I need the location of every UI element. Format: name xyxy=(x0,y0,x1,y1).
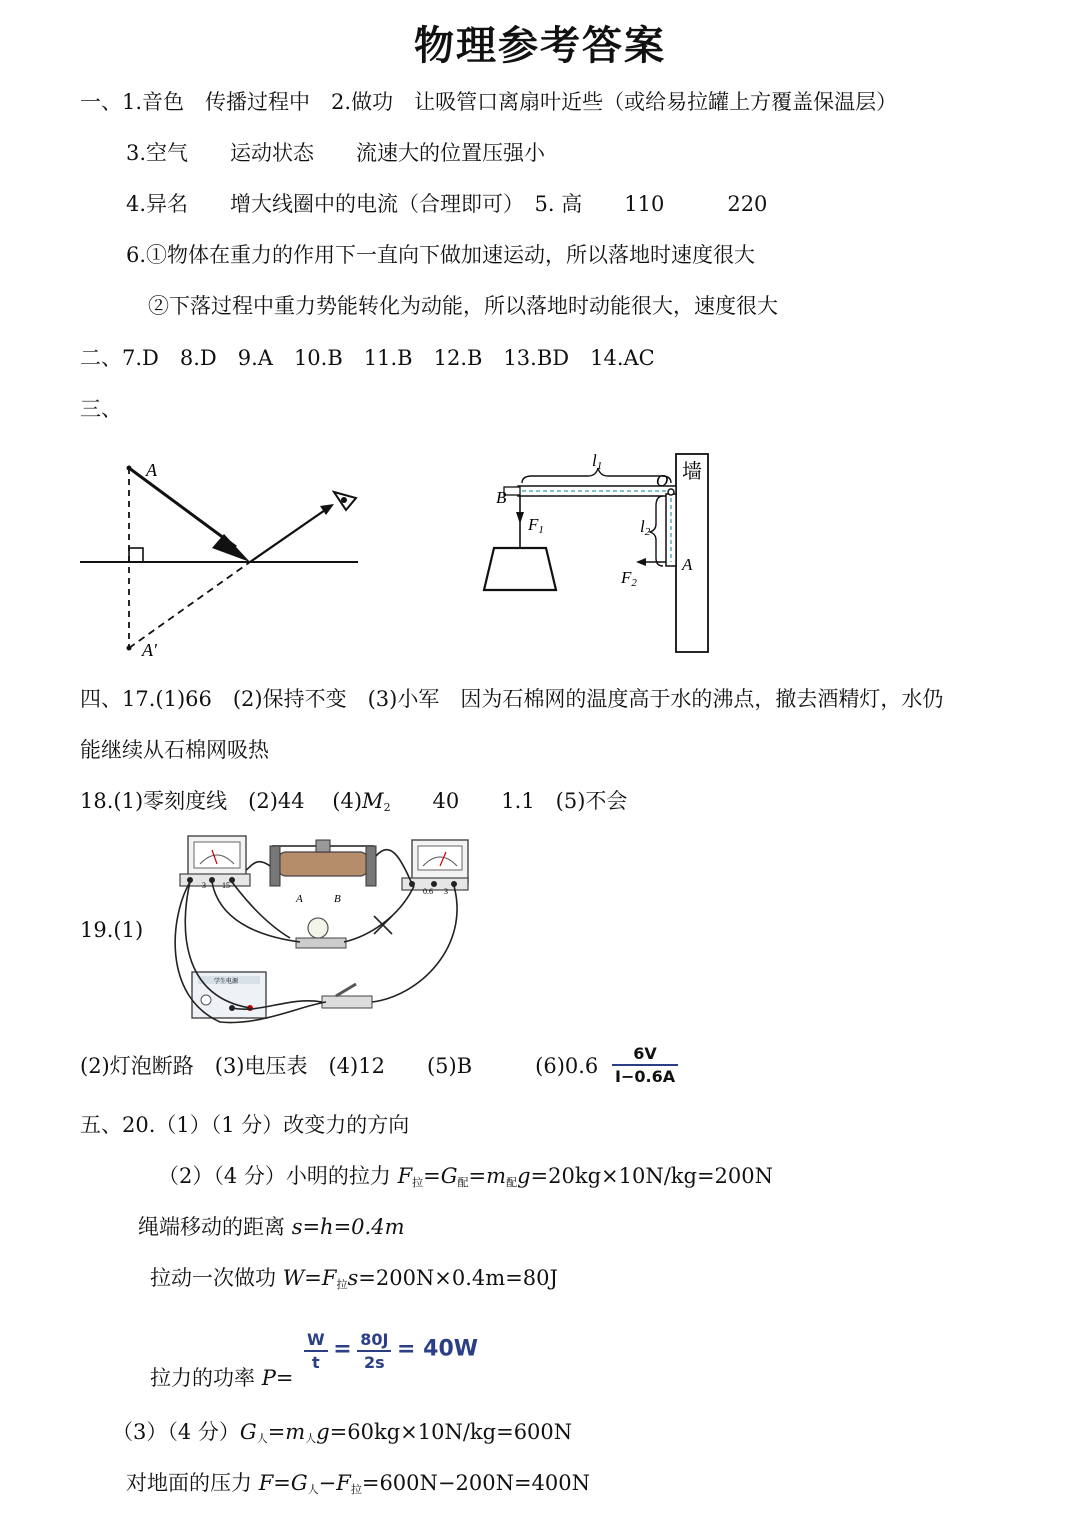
q20-6: （3）（4 分）$G_人=m_人g=60kg\times 10N/kg=600N$ xyxy=(112,1420,573,1445)
eye-icon xyxy=(334,492,356,510)
svg-text:学生电源: 学生电源 xyxy=(214,979,239,985)
reflection-diagram xyxy=(76,452,366,662)
rheostat xyxy=(270,840,376,905)
l2-brace xyxy=(650,496,663,566)
section4-line1: 四、17.(1)66 (2)保持不变 (3)小军 因为石棉网的温度高于水的沸点，撤去酒精灯，水仍 xyxy=(80,687,944,711)
power-fraction: $\frac{W}{t}$ = $\frac{80J}{2s}$ = 40W xyxy=(304,1330,478,1372)
reflected-ray xyxy=(250,508,328,562)
section1-line5: ②下落过程中重力势能转化为动能，所以落地时动能很大，速度很大 xyxy=(148,294,778,318)
q20-2: （2）（4 分）小明的拉力 $F_拉=G_配=m_配g=20kg\times 10N/kg=200N$ xyxy=(158,1164,774,1189)
label-o: O xyxy=(656,471,669,490)
label-b: B xyxy=(496,488,507,507)
f1-arrowhead xyxy=(516,512,524,524)
label-a: A xyxy=(682,555,693,574)
q19-label: 19.(1) xyxy=(80,918,144,942)
incident-arrowhead xyxy=(212,534,250,562)
q19-answers: (2)灯泡断路 (3)电压表 (4)12 (5)B (6)0.6 xyxy=(80,1054,599,1078)
circuit-diagram xyxy=(160,826,480,1026)
label-a: A xyxy=(146,460,157,480)
ammeter xyxy=(402,840,468,896)
virtual-ray xyxy=(129,562,250,648)
q20-7: 对地面的压力 $F=G_人-F_拉=600N-200N=400N$ xyxy=(126,1471,591,1496)
f2-arrowhead xyxy=(636,558,646,566)
svg-text:3: 3 xyxy=(202,881,206,890)
label-l2: l2 xyxy=(640,517,651,538)
page-title: 物理参考答案 xyxy=(414,22,666,69)
section3-label: 三、 xyxy=(80,397,122,421)
lever-horizontal-bar xyxy=(518,486,676,496)
section1-line4: 6.①物体在重力的作用下一直向下做加速运动，所以落地时速度很大 xyxy=(126,243,756,267)
section1-line1: 一、1.音色 传播过程中 2.做功 让吸管口离扇叶近些（或给易拉罐上方覆盖保温层） xyxy=(80,90,898,114)
lever-end-b xyxy=(504,487,520,495)
label-a-prime: A′ xyxy=(142,640,157,660)
voltmeter xyxy=(180,836,250,890)
section1-line2: 3.空气 运动状态 流速大的位置压强小 xyxy=(126,141,546,165)
section4-line2: 能继续从石棉网吸热 xyxy=(80,738,269,762)
svg-text:A: A xyxy=(296,893,303,905)
svg-text:15: 15 xyxy=(222,881,230,890)
lever-diagram xyxy=(476,450,716,656)
cross-mark xyxy=(374,916,392,934)
q20-1: 五、20.（1）（1 分）改变力的方向 xyxy=(80,1113,410,1137)
svg-text:3: 3 xyxy=(444,887,448,896)
fraction-6v: $\frac{6V}{I-0.6A}$ xyxy=(612,1044,678,1086)
q20-4: 拉动一次做功 $W=F_拉s=200N\times 0.4m=80J$ xyxy=(150,1266,558,1291)
bulb xyxy=(296,918,346,948)
wall-label: 墙 xyxy=(682,461,702,483)
q20-5: 拉力的功率 P= xyxy=(150,1366,294,1390)
pivot-o xyxy=(668,489,674,495)
label-f1: F1 xyxy=(528,515,544,536)
label-f2: F2 xyxy=(621,568,637,589)
switch xyxy=(322,984,372,1008)
section2-line1: 二、7.D 8.D 9.A 10.B 11.B 12.B 13.BD 14.AC xyxy=(80,346,655,370)
q18-line: 18.(1)零刻度线 (2)44 $(4)M_2$ 40 1.1 (5)不会 xyxy=(80,789,628,814)
section1-line3: 4.异名 增大线圈中的电流（合理即可） 5. 高 110 220 xyxy=(126,192,768,216)
svg-text:0.6: 0.6 xyxy=(423,887,433,896)
label-l1: l1 xyxy=(592,451,603,472)
hanging-weight xyxy=(484,548,556,590)
svg-text:B: B xyxy=(334,893,341,905)
wall xyxy=(676,454,708,652)
right-angle-mark xyxy=(129,548,143,562)
q20-3: 绳端移动的距离 s=h=0.4m xyxy=(138,1215,405,1239)
